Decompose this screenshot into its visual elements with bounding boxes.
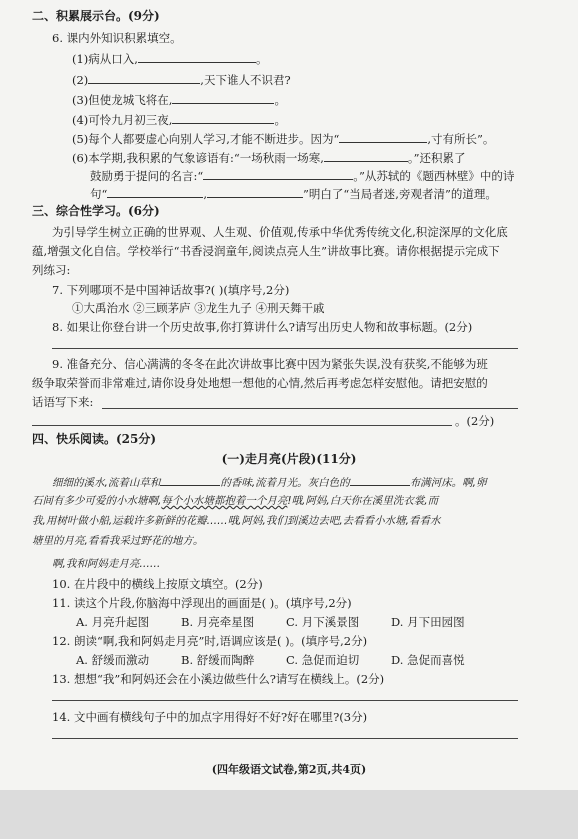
q6-item-2-text: ,天下谁人不识君? [200, 73, 291, 87]
question-8: 8. 如果让你登台讲一个历史故事,你打算讲什么?请写出历史人物和故事标题。(2分) [52, 320, 473, 334]
q6-item-6-line2 [90, 168, 514, 184]
answer-blank[interactable] [207, 186, 303, 198]
q6-item-2-num: (2) [72, 73, 89, 87]
passage-text: 细细的溪水,流着山草和 [52, 477, 161, 489]
q6-item-5-text: (5)每个人都要虚心向别人学习,才能不断进步。因为“ [72, 132, 340, 146]
q7-options: ①大禹治水 ②三顾茅庐 ③龙生九子 ④刑天舞干戚 [72, 301, 325, 315]
q11-options [76, 615, 496, 630]
underlined-sentence: 每个小水塘都抱着一个月亮 [161, 495, 288, 507]
passage-title: (一)走月亮(片段)(11分) [221, 452, 357, 466]
answer-blank[interactable] [88, 72, 200, 84]
q6-item-6-meaning: ”明白了“当局者迷,旁观者清”的道理。 [303, 187, 497, 201]
passage-line-3: 我,用树叶做小船,运载许多新鲜的花瓣……哦,阿妈,我们到溪边去吧,去看看小水塘,看看水 [32, 515, 441, 527]
scan-border [0, 790, 578, 839]
answer-blank[interactable] [107, 186, 203, 198]
q6-item-6-line3 [90, 186, 497, 202]
passage-text: 布满河床。啊,卵 [409, 477, 487, 489]
q6-item-3-text: (3)但使龙城飞将在, [72, 93, 173, 107]
q6-item-6-poem-ref: 。”从苏轼的《题西林壁》中的诗 [353, 169, 515, 183]
q6-item-6 [72, 150, 466, 166]
q6-item-4 [72, 112, 286, 128]
q14-answer-line[interactable] [52, 738, 518, 739]
q9-score: 。(2分) [455, 414, 495, 428]
q9-answer-line-1[interactable] [102, 408, 518, 409]
question-9-line-3 [32, 395, 93, 410]
passage-line-4: 塘里的月亮,看看我采过野花的地方。 [32, 535, 204, 547]
q12-options [76, 653, 496, 668]
question-10: 10. 在片段中的横线上按原文填空。(2分) [52, 577, 263, 591]
q12-option-a[interactable]: A. 舒缓而激动 [76, 653, 150, 667]
passage-title-wrap [0, 452, 578, 467]
answer-blank[interactable] [160, 474, 220, 486]
answer-blank[interactable] [172, 112, 274, 124]
q11-option-c[interactable]: C. 月下溪景图 [286, 615, 360, 629]
page-footer: (四年级语文试卷,第2页,共4页) [211, 763, 367, 776]
q12-option-c[interactable]: C. 急促而迫切 [286, 653, 360, 667]
question-14: 14. 文中画有横线句子中的加点字用得好不好?好在哪里?(3分) [52, 710, 368, 724]
q9-prompt: 话语写下来: [32, 395, 94, 409]
q6-item-3-end: 。 [274, 93, 286, 107]
answer-blank[interactable] [138, 51, 256, 63]
q6-item-6-poem-open: 句“ [90, 187, 108, 201]
q8-answer-line[interactable] [52, 348, 518, 349]
section-2-title: 二、积累展示台。(9分) [32, 9, 160, 23]
q6-item-2 [72, 72, 291, 88]
q6-item-1-text: (1)病从口入, [72, 52, 138, 66]
section-4-title: 四、快乐阅读。(25分) [32, 432, 157, 446]
passage-text: 石间有多少可爱的小水塘啊, [32, 495, 162, 507]
question-6: 6. 课内外知识积累填空。 [52, 31, 182, 45]
q11-option-a[interactable]: A. 月亮升起图 [76, 615, 150, 629]
q6-item-6-cont: 。”还积累了 [407, 151, 466, 165]
passage-line-2 [32, 494, 438, 509]
footer-wrap [0, 762, 578, 777]
question-13: 13. 想想“我”和阿妈还会在小溪边做些什么?请写在横线上。(2分) [52, 672, 385, 686]
q6-item-4-end: 。 [274, 113, 286, 127]
q6-item-5-end: ,寸有所长”。 [427, 132, 495, 146]
q12-option-d[interactable]: D. 急促而喜悦 [391, 653, 465, 667]
q6-item-1-end: 。 [255, 52, 268, 66]
q6-item-6-text: (6)本学期,我积累的气象谚语有:“一场秋雨一场寒, [72, 151, 324, 165]
answer-blank[interactable] [339, 131, 427, 143]
q6-item-4-text: (4)可怜九月初三夜, [72, 113, 173, 127]
s3-intro-line-3: 列练习: [32, 263, 71, 277]
q6-item-3 [72, 92, 286, 108]
section-3-title: 三、综合性学习。(6分) [32, 204, 160, 218]
q6-item-6-quote-label: 鼓励勇于提问的名言:“ [90, 169, 204, 183]
q9-answer-line-2[interactable] [32, 425, 452, 426]
answer-blank[interactable] [350, 474, 410, 486]
q13-answer-line[interactable] [52, 700, 518, 701]
s3-intro-line-2: 蕴,增强文化自信。学校举行“书香浸润童年,阅读点亮人生”讲故事比赛。请你根据提示完成下 [32, 244, 500, 258]
passage-line-1 [52, 474, 487, 491]
q11-option-d[interactable]: D. 月下田园图 [391, 615, 465, 629]
passage-text: !哦,阿妈,白天你在溪里洗衣裳,而 [287, 495, 439, 507]
question-7: 7. 下列哪项不是中国神话故事?( )(填序号,2分) [52, 283, 290, 297]
q6-item-6-comma: , [203, 187, 208, 201]
q11-option-b[interactable]: B. 月亮牵星图 [181, 615, 255, 629]
s3-intro-line-1: 为引导学生树立正确的世界观、人生观、价值观,传承中华优秀传统文化,积淀深厚的文化底 [52, 225, 508, 239]
answer-blank[interactable] [324, 150, 408, 162]
passage-line-5: 啊,我和阿妈走月亮…… [52, 558, 161, 570]
q6-item-1 [72, 51, 267, 67]
question-11: 11. 读这个片段,你脑海中浮现出的画面是( )。(填序号,2分) [52, 596, 352, 610]
question-9-line-2: 级争取荣誉而非常难过,请你设身处地想一想他的心情,然后再考虑怎样安慰他。请把安慰的 [32, 376, 488, 390]
question-9-line-1: 9. 准备充分、信心满满的冬冬在此次讲故事比赛中因为紧张失误,没有获奖,不能够为班 [52, 357, 488, 371]
question-12: 12. 朗读“啊,我和阿妈走月亮”时,语调应该是( )。(填序号,2分) [52, 634, 368, 648]
q12-option-b[interactable]: B. 舒缓而陶醉 [181, 653, 255, 667]
answer-blank[interactable] [172, 92, 274, 104]
q6-item-5 [72, 131, 494, 147]
answer-blank[interactable] [203, 168, 353, 180]
passage-text: 的香味,流着月光。灰白色的 [220, 477, 350, 489]
